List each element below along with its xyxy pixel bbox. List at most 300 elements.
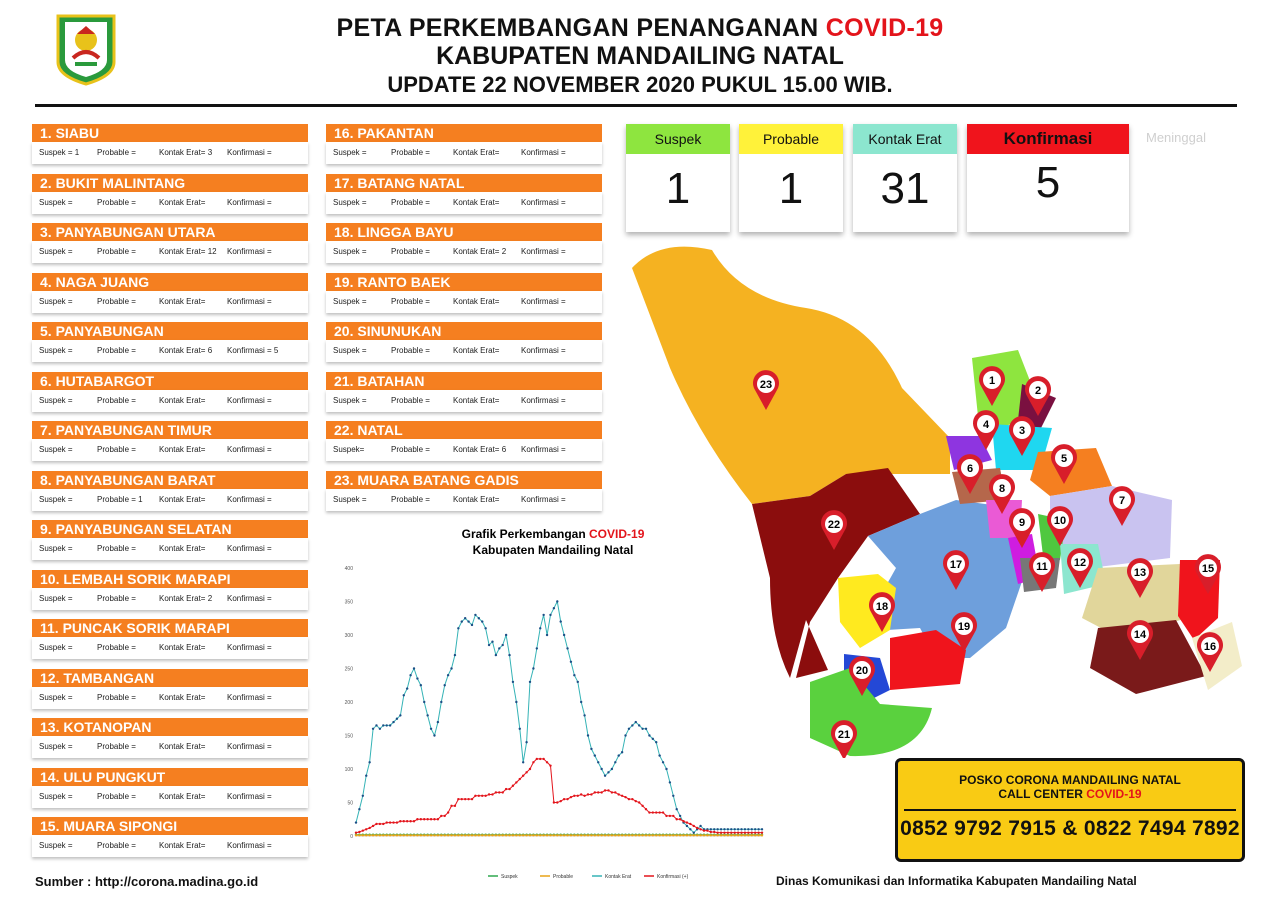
series-point bbox=[662, 834, 664, 836]
district-konfirmasi: Konfirmasi = bbox=[521, 346, 566, 355]
district-konfirmasi: Konfirmasi = 5 bbox=[227, 346, 279, 355]
series-point bbox=[386, 834, 388, 836]
district-card bbox=[32, 768, 308, 808]
series-point bbox=[621, 795, 623, 797]
map-marker-label: 14 bbox=[1133, 629, 1147, 641]
series-point bbox=[406, 834, 408, 836]
district-name: 7. PANYABUNGAN TIMUR bbox=[32, 421, 308, 439]
series-point bbox=[423, 701, 425, 703]
series-point bbox=[560, 800, 562, 802]
series-point bbox=[710, 828, 712, 830]
series-point bbox=[461, 834, 463, 836]
district-card bbox=[326, 124, 602, 164]
series-point bbox=[560, 620, 562, 622]
district-kontak-erat: Kontak Erat= bbox=[453, 395, 500, 405]
series-point bbox=[508, 788, 510, 790]
series-point bbox=[525, 834, 527, 836]
series-point bbox=[409, 820, 411, 822]
district-name: 14. ULU PUNGKUT bbox=[32, 768, 308, 786]
series-point bbox=[716, 834, 718, 836]
series-point bbox=[382, 724, 384, 726]
series-point bbox=[563, 798, 565, 800]
district-suspek: Suspek = bbox=[39, 742, 73, 751]
series-point bbox=[597, 761, 599, 763]
series-point bbox=[515, 834, 517, 836]
series-point bbox=[607, 834, 609, 836]
series-point bbox=[754, 831, 756, 833]
district-kontak-erat: Kontak Erat= bbox=[453, 346, 500, 355]
district-suspek: Suspek= bbox=[333, 445, 365, 454]
series-point bbox=[703, 829, 705, 831]
series-point bbox=[420, 684, 422, 686]
district-probable: Probable = bbox=[97, 791, 136, 801]
district-name: 12. TAMBANGAN bbox=[32, 669, 308, 687]
district-card bbox=[32, 174, 308, 214]
series-point bbox=[566, 798, 568, 800]
series-point bbox=[747, 834, 749, 836]
series-point bbox=[662, 811, 664, 813]
series-point bbox=[386, 724, 388, 726]
map-marker-label: 9 bbox=[1018, 517, 1026, 529]
series-point bbox=[658, 754, 660, 756]
series-point bbox=[389, 821, 391, 823]
district-suspek: Suspek = bbox=[39, 445, 73, 454]
series-point bbox=[754, 828, 756, 830]
series-point bbox=[628, 798, 630, 800]
series-point bbox=[563, 834, 565, 836]
district-stats-row bbox=[326, 192, 602, 214]
district-stats-row bbox=[32, 192, 308, 214]
y-tick-label: 0 bbox=[350, 834, 353, 840]
district-kontak-erat: Kontak Erat= bbox=[453, 197, 500, 207]
district-konfirmasi: Konfirmasi = bbox=[521, 494, 566, 504]
series-point bbox=[423, 834, 425, 836]
series-point bbox=[532, 834, 534, 836]
series-point bbox=[696, 834, 698, 836]
series-point bbox=[498, 834, 500, 836]
map-marker-label: 20 bbox=[855, 665, 869, 677]
district-probable: Probable = bbox=[97, 247, 136, 256]
district-card bbox=[32, 619, 308, 659]
map-marker-label: 5 bbox=[1060, 453, 1068, 465]
district-probable: Probable = bbox=[97, 395, 136, 405]
series-point bbox=[542, 758, 544, 760]
series-point bbox=[484, 795, 486, 797]
series-point bbox=[566, 834, 568, 836]
district-konfirmasi: Konfirmasi = bbox=[227, 296, 272, 306]
series-point bbox=[672, 795, 674, 797]
series-point bbox=[409, 834, 411, 836]
district-name: 18. LINGGA BAYU bbox=[326, 223, 602, 241]
series-point bbox=[396, 718, 398, 720]
stat-probable-card bbox=[739, 124, 843, 232]
series-point bbox=[519, 834, 521, 836]
stat-konfirmasi-card bbox=[967, 124, 1129, 232]
district-konfirmasi: Konfirmasi = bbox=[521, 395, 566, 405]
district-kontak-erat: Kontak Erat= bbox=[159, 692, 206, 702]
series-point bbox=[590, 748, 592, 750]
district-card bbox=[326, 174, 602, 214]
series-point bbox=[382, 823, 384, 825]
district-suspek: Suspek = bbox=[39, 791, 73, 801]
series-point bbox=[546, 634, 548, 636]
series-point bbox=[583, 795, 585, 797]
series-point bbox=[635, 800, 637, 802]
series-point bbox=[474, 834, 476, 836]
district-stats-row bbox=[32, 588, 308, 610]
district-stats-row bbox=[32, 538, 308, 560]
posko-call-center-box bbox=[895, 758, 1245, 862]
district-name: 17. BATANG NATAL bbox=[326, 174, 602, 192]
district-probable: Probable = bbox=[391, 148, 430, 157]
posko-subtitle: CALL CENTER COVID-19 bbox=[998, 787, 1142, 801]
series-point bbox=[426, 834, 428, 836]
series-point bbox=[600, 768, 602, 770]
map-marker-label: 13 bbox=[1133, 567, 1147, 579]
district-suspek: Suspek = bbox=[39, 692, 73, 702]
district-name: 23. MUARA BATANG GADIS bbox=[326, 471, 602, 489]
series-point bbox=[734, 828, 736, 830]
district-konfirmasi: Konfirmasi = bbox=[227, 742, 272, 751]
series-point bbox=[672, 815, 674, 817]
district-name: 5. PANYABUNGAN bbox=[32, 322, 308, 340]
district-stats-row bbox=[326, 439, 602, 461]
district-suspek: Suspek = bbox=[333, 494, 367, 504]
series-point bbox=[512, 681, 514, 683]
series-point bbox=[713, 834, 715, 836]
map-marker-label: 6 bbox=[966, 463, 974, 475]
page-title-line2: KABUPATEN MANDAILING NATAL bbox=[436, 42, 844, 70]
series-point bbox=[686, 821, 688, 823]
district-stats-row bbox=[326, 142, 602, 164]
series-point bbox=[549, 764, 551, 766]
series-point bbox=[754, 834, 756, 836]
series-point bbox=[502, 644, 504, 646]
series-point bbox=[474, 795, 476, 797]
series-point bbox=[495, 834, 497, 836]
series-point bbox=[713, 828, 715, 830]
district-suspek: Suspek = bbox=[333, 296, 367, 306]
series-point bbox=[696, 827, 698, 829]
series-point bbox=[693, 825, 695, 827]
series-point bbox=[488, 793, 490, 795]
series-point bbox=[522, 761, 524, 763]
series-point bbox=[444, 684, 446, 686]
stat-meninggal-label: Meninggal bbox=[1146, 130, 1206, 145]
series-point bbox=[440, 815, 442, 817]
series-point bbox=[727, 831, 729, 833]
district-kontak-erat: Kontak Erat= 2 bbox=[159, 593, 213, 603]
series-point bbox=[655, 834, 657, 836]
series-point bbox=[730, 828, 732, 830]
district-konfirmasi: Konfirmasi = bbox=[227, 593, 272, 603]
series-point bbox=[757, 828, 759, 830]
district-kontak-erat: Kontak Erat= bbox=[159, 643, 206, 652]
district-name: 13. KOTANOPAN bbox=[32, 718, 308, 736]
source-credit: Sumber : http://corona.madina.go.id bbox=[35, 874, 259, 889]
y-tick-label: 200 bbox=[344, 700, 353, 706]
series-point bbox=[512, 785, 514, 787]
series-point bbox=[645, 728, 647, 730]
series-point bbox=[614, 761, 616, 763]
series-point bbox=[580, 793, 582, 795]
series-point bbox=[737, 828, 739, 830]
y-tick-label: 350 bbox=[344, 599, 353, 606]
series-point bbox=[444, 834, 446, 836]
series-point bbox=[461, 798, 463, 800]
series-point bbox=[757, 834, 759, 836]
district-konfirmasi: Konfirmasi = bbox=[521, 247, 566, 256]
series-point bbox=[590, 834, 592, 836]
district-name: 9. PANYABUNGAN SELATAN bbox=[32, 520, 308, 538]
district-kontak-erat: Kontak Erat= 2 bbox=[453, 247, 507, 256]
series-point bbox=[403, 834, 405, 836]
series-point bbox=[379, 823, 381, 825]
series-point bbox=[744, 831, 746, 833]
district-suspek: Suspek = bbox=[39, 296, 73, 306]
district-name: 8. PANYABUNGAN BARAT bbox=[32, 471, 308, 489]
series-point bbox=[652, 834, 654, 836]
district-kontak-erat: Kontak Erat= 6 bbox=[159, 346, 213, 355]
stat-konfirmasi-value: 5 bbox=[1035, 158, 1061, 207]
district-stats-row bbox=[32, 786, 308, 808]
series-point bbox=[505, 834, 507, 836]
district-card bbox=[326, 273, 602, 313]
map-marker-label: 11 bbox=[1036, 561, 1048, 573]
series-point bbox=[522, 775, 524, 777]
posko-divider bbox=[904, 809, 1236, 811]
series-point bbox=[502, 834, 504, 836]
series-point bbox=[682, 820, 684, 822]
district-stats-row bbox=[32, 340, 308, 362]
series-point bbox=[624, 734, 626, 736]
series-point bbox=[594, 834, 596, 836]
district-stats-row bbox=[32, 439, 308, 461]
series-point bbox=[686, 834, 688, 836]
series-point bbox=[618, 793, 620, 795]
series-point bbox=[699, 825, 701, 827]
series-point bbox=[423, 818, 425, 820]
series-point bbox=[597, 834, 599, 836]
district-suspek: Suspek = bbox=[39, 395, 73, 405]
series-point bbox=[420, 834, 422, 836]
series-point bbox=[440, 701, 442, 703]
district-card bbox=[326, 223, 602, 263]
district-konfirmasi: Konfirmasi = bbox=[227, 148, 272, 157]
series-point bbox=[464, 798, 466, 800]
district-suspek: Suspek = bbox=[39, 197, 73, 207]
series-point bbox=[604, 775, 606, 777]
district-probable: Probable = 1 bbox=[97, 494, 143, 504]
map-marker-label: 12 bbox=[1073, 557, 1087, 569]
district-name: 16. PAKANTAN bbox=[326, 124, 602, 142]
series-point bbox=[689, 828, 691, 830]
series-point bbox=[570, 661, 572, 663]
stat-suspek-card bbox=[626, 124, 730, 232]
series-point bbox=[761, 828, 763, 830]
series-point bbox=[618, 754, 620, 756]
series-point bbox=[604, 789, 606, 791]
district-konfirmasi: Konfirmasi = bbox=[227, 445, 272, 454]
district-name: 15. MUARA SIPONGI bbox=[32, 817, 308, 835]
district-probable: Probable = bbox=[97, 643, 136, 652]
series-point bbox=[481, 795, 483, 797]
series-point bbox=[471, 798, 473, 800]
district-probable: Probable = bbox=[391, 395, 430, 405]
district-kontak-erat: Kontak Erat= bbox=[159, 494, 206, 504]
y-tick-label: 150 bbox=[344, 733, 353, 740]
district-card bbox=[32, 273, 308, 313]
district-name: 4. NAGA JUANG bbox=[32, 273, 308, 291]
district-name: 10. LEMBAH SORIK MARAPI bbox=[32, 570, 308, 588]
district-kontak-erat: Kontak Erat= 3 bbox=[159, 148, 213, 157]
series-point bbox=[600, 791, 602, 793]
series-point bbox=[727, 828, 729, 830]
series-point bbox=[457, 627, 459, 629]
chart-legend bbox=[488, 874, 689, 880]
series-point bbox=[403, 694, 405, 696]
series-point bbox=[536, 758, 538, 760]
district-name: 6. HUTABARGOT bbox=[32, 372, 308, 390]
legend-label: Probable bbox=[553, 874, 574, 880]
series-point bbox=[471, 834, 473, 836]
series-point bbox=[529, 834, 531, 836]
series-point bbox=[505, 634, 507, 636]
series-point bbox=[570, 834, 572, 836]
district-stats-row bbox=[32, 142, 308, 164]
series-point bbox=[761, 831, 763, 833]
district-probable: Probable = bbox=[97, 445, 136, 454]
series-point bbox=[645, 808, 647, 810]
series-point bbox=[665, 834, 667, 836]
district-suspek: Suspek = bbox=[39, 544, 73, 553]
series-point bbox=[464, 834, 466, 836]
series-point bbox=[532, 761, 534, 763]
series-point bbox=[481, 834, 483, 836]
series-point bbox=[515, 781, 517, 783]
series-point bbox=[433, 818, 435, 820]
series-point bbox=[631, 724, 633, 726]
district-konfirmasi: Konfirmasi = bbox=[227, 791, 272, 801]
series-point bbox=[461, 620, 463, 622]
series-point bbox=[368, 834, 370, 836]
series-point bbox=[624, 834, 626, 836]
series-point bbox=[478, 617, 480, 619]
series-point bbox=[542, 834, 544, 836]
series-point bbox=[484, 834, 486, 836]
series-point bbox=[430, 834, 432, 836]
series-point bbox=[529, 768, 531, 770]
series-point bbox=[580, 701, 582, 703]
series-point bbox=[727, 834, 729, 836]
series-point bbox=[594, 754, 596, 756]
series-point bbox=[355, 821, 357, 823]
district-stats-row bbox=[32, 835, 308, 857]
series-point bbox=[430, 818, 432, 820]
series-point bbox=[416, 818, 418, 820]
district-name: 2. BUKIT MALINTANG bbox=[32, 174, 308, 192]
series-point bbox=[624, 796, 626, 798]
stat-probable-label: Probable bbox=[739, 124, 843, 154]
series-point bbox=[556, 801, 558, 803]
series-point bbox=[437, 834, 439, 836]
series-point bbox=[447, 834, 449, 836]
series-point bbox=[539, 834, 541, 836]
series-point bbox=[488, 644, 490, 646]
series-point bbox=[474, 614, 476, 616]
series-point bbox=[556, 834, 558, 836]
map-marker-label: 1 bbox=[988, 375, 996, 387]
series-point bbox=[539, 627, 541, 629]
series-point bbox=[566, 647, 568, 649]
district-kontak-erat: Kontak Erat= bbox=[159, 791, 206, 801]
series-point bbox=[744, 834, 746, 836]
series-point bbox=[389, 834, 391, 836]
series-point bbox=[686, 825, 688, 827]
region-23 bbox=[632, 247, 950, 504]
series-point bbox=[583, 834, 585, 836]
series-point bbox=[761, 834, 763, 836]
page-title-line1: PETA PERKEMBANGAN PENANGANAN COVID-19 bbox=[336, 14, 944, 42]
district-probable: Probable = bbox=[97, 742, 136, 751]
series-point bbox=[600, 834, 602, 836]
series-point bbox=[488, 834, 490, 836]
district-probable: Probable = bbox=[391, 494, 430, 504]
district-card bbox=[326, 471, 602, 511]
district-suspek: Suspek = bbox=[333, 247, 367, 256]
series-point bbox=[693, 831, 695, 833]
chart-title: Grafik Perkembangan COVID-19 bbox=[461, 527, 645, 541]
y-tick-label: 100 bbox=[344, 767, 353, 773]
series-point bbox=[495, 791, 497, 793]
map-marker-label: 17 bbox=[949, 559, 963, 571]
series-point bbox=[444, 815, 446, 817]
series-point bbox=[375, 724, 377, 726]
series-point bbox=[706, 829, 708, 831]
district-probable: Probable = bbox=[97, 346, 136, 355]
series-point bbox=[665, 815, 667, 817]
district-suspek: Suspek = bbox=[333, 148, 367, 157]
stat-konfirmasi-label: Konfirmasi bbox=[967, 124, 1129, 154]
y-tick-label: 300 bbox=[344, 633, 353, 639]
series-point bbox=[734, 834, 736, 836]
series-point bbox=[628, 834, 630, 836]
district-stats-row bbox=[32, 687, 308, 709]
series-point bbox=[467, 834, 469, 836]
series-point bbox=[747, 831, 749, 833]
header-divider bbox=[35, 104, 1237, 107]
series-point bbox=[713, 831, 715, 833]
map-marker-label: 21 bbox=[837, 729, 851, 741]
district-stats-row bbox=[326, 390, 602, 412]
series-point bbox=[676, 808, 678, 810]
district-card bbox=[32, 124, 308, 164]
series-point bbox=[525, 741, 527, 743]
district-card bbox=[32, 223, 308, 263]
district-kontak-erat: Kontak Erat= bbox=[159, 445, 206, 454]
map-marker-label: 18 bbox=[875, 601, 889, 613]
stat-probable-value: 1 bbox=[778, 164, 804, 213]
series-point bbox=[710, 831, 712, 833]
series-point bbox=[669, 781, 671, 783]
series-point bbox=[406, 820, 408, 822]
district-probable: Probable = bbox=[391, 197, 430, 207]
series-point bbox=[420, 818, 422, 820]
district-stats-row bbox=[32, 241, 308, 263]
district-name: 3. PANYABUNGAN UTARA bbox=[32, 223, 308, 241]
series-point bbox=[737, 834, 739, 836]
series-point bbox=[652, 738, 654, 740]
